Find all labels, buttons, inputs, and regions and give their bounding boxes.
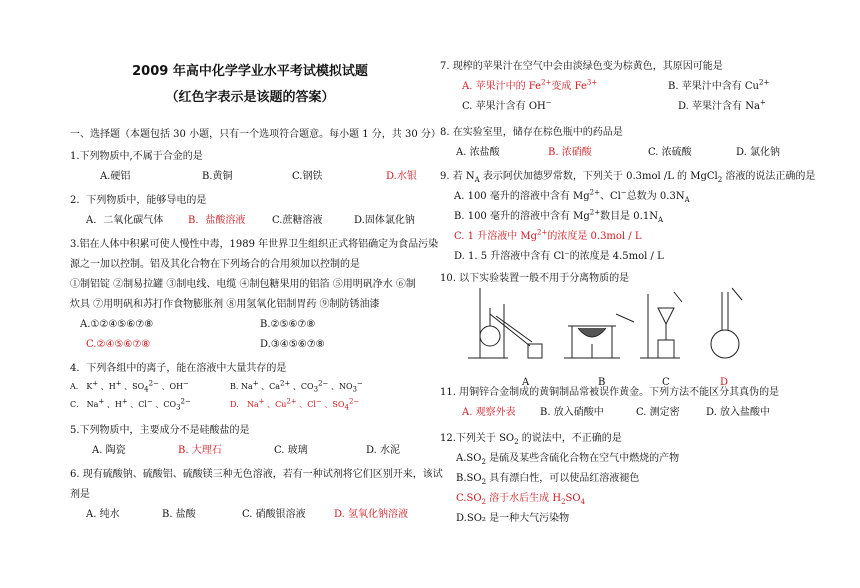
q6-option-b: B. 盐酸 bbox=[162, 509, 196, 520]
q7-option-a-answer: A. 苹果汁中的 $Fe^{2+}$变成 $Fe^{3+}$ bbox=[462, 78, 598, 92]
q7-stem: 7. 现榨的苹果汁在空气中会由淡绿色变为棕黄色，其原因可能是 bbox=[440, 61, 723, 72]
q5-option-a: A. 陶瓷 bbox=[92, 445, 126, 456]
q6-line2: 剂是 bbox=[70, 489, 90, 500]
section-heading: 一、选择题（本题包括 30 小题，只有一个选项符合题意。每小题 1 分，共 30 分） bbox=[70, 129, 441, 140]
q4-option-c: C． Na+ 、H+ 、Cl− 、$CO_3^{2-}$ bbox=[70, 397, 191, 412]
page-subtitle: （红色字表示是该题的答案） bbox=[165, 90, 335, 105]
q7-option-b: B. 苹果汁中含有 $Cu^{2+}$ bbox=[668, 78, 770, 92]
q3-line2: 源之一加以控制。铝及其化合物在下列场合的合用须加以控制的是 bbox=[70, 259, 360, 270]
q9-stem: 9. 若 $N_A$ 表示阿伏加德罗常数，下列关于 0.3mol /L 的 MgCl$_2$ 溶液的说法正确的是 bbox=[440, 171, 816, 184]
q6-line1: 6. 现有硫酸钠、硫酸铝、硫酸镁三种无色溶液，若有一种试剂将它们区别开来，该试 bbox=[70, 469, 443, 480]
q8-option-d: D. 氯化钠 bbox=[736, 147, 781, 158]
q12-option-a: $A.SO_2$ 是硫及某些含硫化合物在空气中燃烧的产物 bbox=[456, 453, 680, 466]
q3-option-c-answer: C.②④⑤⑥⑦⑧ bbox=[86, 339, 151, 350]
q3-line1: 3.铝在人体中积累可使人慢性中毒，1989 年世界卫生组织正式将铝确定为食品污染 bbox=[70, 239, 439, 250]
q4-stem: 4．下列各组中的离子，能在溶液中大量共存的是 bbox=[70, 363, 287, 374]
q6-option-c: C. 硝酸银溶液 bbox=[242, 509, 306, 520]
q10-apparatus-figure bbox=[460, 284, 760, 374]
q9-option-d: D. 1. 5 升溶液中含有 Cl⁻的浓度是 4.5mol / L bbox=[454, 251, 664, 262]
q3-line3: ①制铝锭 ②制易拉罐 ③制电线、电缆 ④制包糖果用的铝箔 ⑤用明矾净水 ⑥制 bbox=[70, 279, 416, 290]
q9-option-a: A. 100 毫升的溶液中含有 $Mg^{2+}$、Cl−总数为 $0.3N_A$ bbox=[454, 188, 690, 204]
q11-option-b: B. 放入硝酸中 bbox=[540, 407, 604, 418]
q12-option-c-answer: $C.SO_2$ 溶于水后生成 $H_2SO_4$ bbox=[456, 493, 586, 506]
q1-option-c: C.钢铁 bbox=[292, 171, 323, 182]
apparatus-b-evaporation bbox=[564, 314, 634, 358]
q3-option-a: A.①②④⑤⑥⑦⑧ bbox=[80, 319, 154, 330]
q12-option-d: D.SO₂ 是一种大气污染物 bbox=[456, 513, 570, 524]
q12-stem: 12.下列关于 $SO_2$ 的说法中，不正确的是 bbox=[440, 433, 622, 446]
q5-option-c: C. 玻璃 bbox=[274, 445, 308, 456]
q5-stem: 5.下列物质中，主要成分不是硅酸盐的是 bbox=[70, 425, 250, 436]
q10-label-d-answer: D bbox=[720, 377, 729, 388]
q10-label-c: C bbox=[662, 377, 670, 388]
q11-stem: 11. 用铜锌合金制成的黄铜制品常被误作黄金。下列方法不能区分其真伪的是 bbox=[440, 387, 780, 398]
q10-stem: 10. 以下实验装置一般不用于分离物质的是 bbox=[440, 273, 630, 284]
q2-option-b-answer: B．盐酸溶液 bbox=[188, 215, 246, 226]
q11-option-d: D. 放入盐酸中 bbox=[706, 407, 771, 418]
q7-option-c: C. 苹果汁含有 OH− bbox=[462, 98, 552, 112]
q4-option-d-answer: D． Na+ 、$Cu^{2+}$ 、Cl− 、$SO_4^{2-}$ bbox=[230, 397, 360, 412]
apparatus-c-filtration bbox=[640, 292, 682, 358]
q11-option-a-answer: A. 观察外表 bbox=[462, 407, 516, 418]
q1-option-a: A.硬铝 bbox=[100, 171, 131, 182]
q9-option-c-answer: C. 1 升溶液中 $Mg^{2+}$的浓度是 0.3mol / L bbox=[454, 228, 642, 242]
q2-option-c: C.蔗糖溶液 bbox=[272, 215, 323, 226]
q1-option-d-answer: D.水银 bbox=[386, 171, 417, 182]
q2-option-a: A．二氧化碳气体 bbox=[86, 215, 164, 226]
q3-option-b: B.②⑤⑥⑦⑧ bbox=[260, 319, 316, 330]
q4-option-b: B. Na+ 、$Ca^{2+}$ 、$CO_3^{2-}$ 、$NO_3^-$ bbox=[230, 379, 363, 394]
q3-line4: 炊具 ⑦用明矾和苏打作食物膨胀剂 ⑧用氢氧化铝制胃药 ⑨制防锈油漆 bbox=[70, 299, 380, 310]
q7-option-d: D. 苹果汁含有 Na+ bbox=[678, 98, 766, 112]
q2-stem: 2．下列物质中，能够导电的是 bbox=[70, 195, 207, 206]
q1-option-b: B.黄铜 bbox=[202, 171, 233, 182]
q5-option-b-answer: B. 大理石 bbox=[178, 445, 222, 456]
q5-option-d: D. 水泥 bbox=[366, 445, 401, 456]
q4-option-a: A． K+ 、H+ 、$SO_4^{2-}$ 、OH− bbox=[70, 379, 189, 394]
q8-option-a: A. 浓盐酸 bbox=[456, 147, 500, 158]
q9-option-b: B. 100 毫升的溶液中含有 $Mg^{2+}$数目是 $0.1N_A$ bbox=[454, 208, 664, 224]
q8-option-c: C. 浓硫酸 bbox=[648, 147, 692, 158]
q1-stem: 1.下列物质中,不属于合金的是 bbox=[70, 151, 203, 162]
q10-label-b: B bbox=[598, 377, 606, 388]
q2-option-d: D.固体氯化钠 bbox=[354, 215, 415, 226]
apparatus-a-distillation bbox=[468, 288, 542, 358]
q6-option-a: A. 纯水 bbox=[86, 509, 120, 520]
q6-option-d-answer: D. 氢氧化钠溶液 bbox=[334, 509, 409, 520]
page-title: 2009 年高中化学学业水平考试模拟试题 bbox=[132, 64, 368, 79]
q10-label-a: A bbox=[522, 377, 530, 388]
q8-stem: 8. 在实验室里，储存在棕色瓶中的药品是 bbox=[440, 127, 623, 138]
q11-option-c: C. 测定密 bbox=[636, 407, 680, 418]
q3-option-d: D.③④⑤⑥⑦⑧ bbox=[260, 339, 325, 350]
q8-option-b-answer: B. 浓硝酸 bbox=[548, 147, 592, 158]
q12-option-b: $B.SO_2$ 具有漂白性，可以使品红溶液褪色 bbox=[456, 473, 640, 486]
apparatus-d-volumetric-flask bbox=[711, 288, 742, 358]
